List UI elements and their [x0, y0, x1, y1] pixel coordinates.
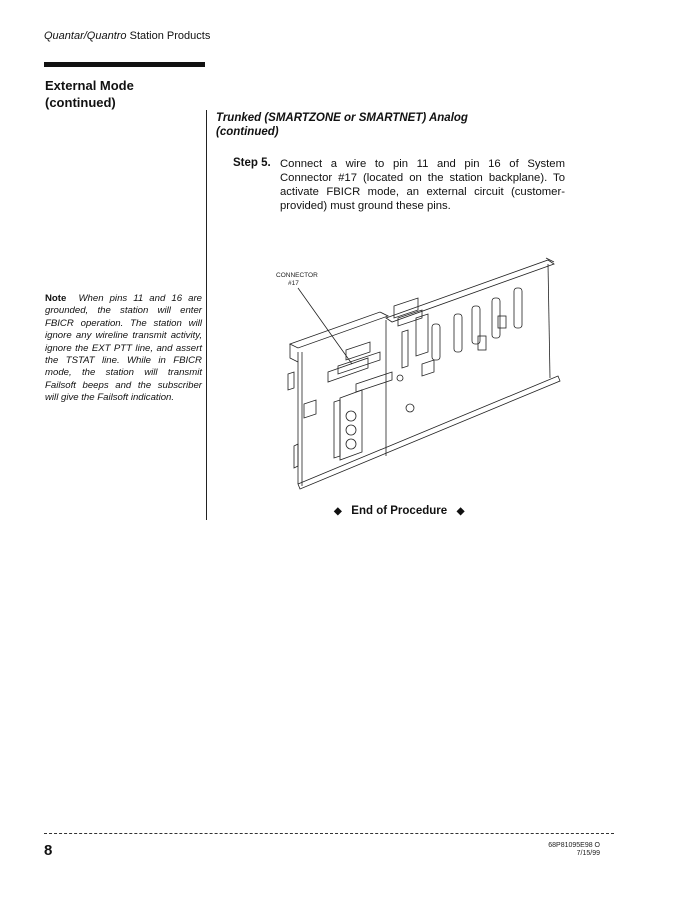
connector-callout-number: #17 [288, 280, 299, 287]
diamond-right-icon: ◆ [456, 506, 465, 517]
step-text: Connect a wire to pin 11 and pin 16 of System Connector #17 (located on the station backplane). To activate FBICR mode, an external circuit (customer-provided) must ground these pins. [280, 158, 565, 212]
note-block [45, 293, 202, 405]
column-divider [206, 110, 207, 520]
section-title: External Mode [45, 78, 134, 93]
page-number: 8 [44, 842, 53, 859]
section-heading [45, 77, 134, 111]
section-rule [44, 62, 205, 67]
step-label: Step 5. [233, 157, 271, 169]
callout-leader-line [298, 288, 352, 364]
backplane-diagram [268, 256, 568, 492]
running-header [44, 30, 210, 42]
subsection-title-continued: (continued) [216, 126, 279, 138]
product-suffix: Station Products [126, 30, 211, 42]
document-id [520, 842, 600, 858]
section-title-continued: (continued) [45, 95, 116, 110]
connector-callout-label: CONNECTOR [276, 272, 318, 279]
note-label: Note [45, 293, 67, 304]
footer-rule [44, 833, 614, 834]
end-of-procedure-text: End of Procedure [351, 505, 448, 517]
note-text: When pins 11 and 16 are grounded, the station will enter FBICR operation. The station will ignore any wireline transmit activity, ignore the EXT PTT line, and assert the TSTAT line. While in FBICR mode, the station will transmit Failsoft beeps and the subscriber will give the Failsoft indication. [45, 293, 202, 404]
end-of-procedure [334, 505, 464, 517]
diamond-left-icon: ◆ [334, 506, 342, 517]
document-number: 68P81095E98 O [548, 842, 600, 849]
product-name: Quantar/Quantro [44, 30, 127, 42]
diagram-drawing [288, 258, 560, 489]
subsection-heading [216, 111, 468, 139]
subsection-title: Trunked (SMARTZONE or SMARTNET) Analog [216, 112, 468, 124]
document-date: 7/15/99 [576, 850, 600, 857]
